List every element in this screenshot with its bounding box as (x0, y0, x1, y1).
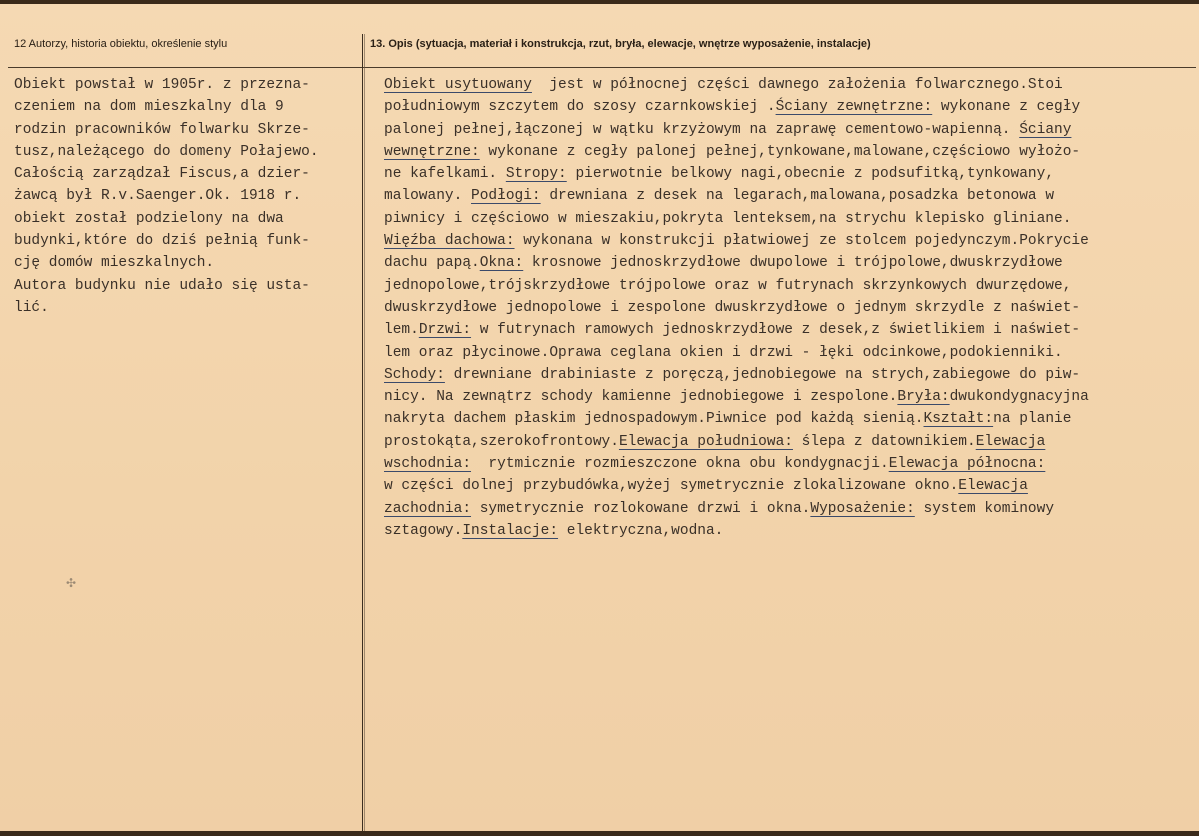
underlined-heading: Ściany zewnętrzne: (775, 99, 933, 116)
section-13-line (384, 275, 1196, 297)
underlined-heading: Ściany (1019, 121, 1072, 138)
text-segment: nakryta dachem płaskim jednospadowym.Piwnice pod każdą sienią. (384, 411, 924, 428)
bottom-edge (0, 831, 1199, 836)
text-segment: krosnowe jednoskrzydłowe dwupolowe i trójpolowe,dwuskrzydłowe (523, 255, 1063, 272)
section-13-line (384, 119, 1196, 141)
section-12-line: Całością zarządzał Fiscus,a dzier- (14, 166, 310, 183)
underlined-heading: Instalacje: (462, 522, 559, 539)
section-12-line: tusz,należącego do domeny Połajewo. (14, 143, 319, 160)
section-12-line: cję domów mieszkalnych. (14, 255, 215, 272)
text-segment: ślepa z datownikiem. (792, 433, 976, 450)
section-12-line: budynki,które do dziś pełnią funk- (14, 233, 310, 250)
text-segment: sztagowy. (384, 522, 463, 539)
section-12-line: lić. (14, 299, 49, 316)
text-segment: piwnicy i częściowo w mieszakiu,pokryta lenteksem,na strychu klepisko gliniane. (384, 210, 1072, 227)
column-divider-shadow (364, 34, 365, 831)
underlined-heading: Wyposażenie: (810, 500, 915, 517)
underlined-heading: Stropy: (505, 166, 567, 183)
text-segment: palonej pełnej,łączonej w wątku krzyżowym na zaprawę cementowo-wapienną. (384, 121, 1020, 138)
paper-mark: ✣ (66, 576, 77, 590)
section-12-line: obiekt został podzielony na dwa (14, 210, 284, 227)
text-segment: dwukondygnacyjna (949, 389, 1089, 406)
section-13-line (384, 96, 1196, 118)
section-12-line: czeniem na dom mieszkalny dla 9 (14, 99, 284, 116)
underlined-heading: Elewacja północna: (888, 456, 1046, 473)
section-13-line (384, 386, 1196, 408)
text-segment: w futrynach ramowych jednoskrzydłowe z desek,z świetlikiem i naświet- (471, 322, 1081, 339)
text-segment: wykonane z cegły palonej pełnej,tynkowane,malowane,częściowo wyłożo- (479, 143, 1081, 160)
text-segment: wykonane z cegły (932, 99, 1081, 116)
section-13-line (384, 297, 1196, 319)
underlined-heading: Bryła: (897, 389, 950, 406)
underlined-heading: Elewacja (958, 478, 1028, 495)
underlined-heading: Schody: (384, 366, 445, 383)
section-13-line (384, 141, 1196, 163)
section-13-line (384, 453, 1196, 475)
text-segment: malowany. (384, 188, 472, 205)
text-segment: rytmicznie rozmieszczone okna obu kondygnacji. (471, 456, 889, 473)
underlined-heading: Obiekt usytuowany (384, 77, 532, 93)
section-13-line (384, 498, 1196, 520)
text-segment: elektryczna,wodna. (558, 522, 724, 539)
text-segment: południowym szczytem do szosy czarnkowskiej . (384, 99, 776, 116)
text-segment: dwuskrzydłowe jednopolowe i zespolone dwuskrzydłowe o jednym skrzydle z naświet- (384, 299, 1081, 316)
section-12-line: rodzin pracowników folwarku Skrze- (14, 121, 310, 138)
section-13-line (384, 208, 1196, 230)
text-segment: w części dolnej przybudówka,wyżej symetrycznie zlokalizowane okno. (384, 478, 959, 495)
text-segment: jest w północnej części dawnego założenia folwarcznego.Stoi (531, 77, 1063, 93)
underlined-heading: zachodnia: (384, 500, 472, 517)
text-segment: lem oraz płycinowe.Oprawa ceglana okien i drzwi - łęki odcinkowe,podokienniki. (384, 344, 1063, 361)
text-segment: ne kafelkami. (384, 166, 506, 183)
text-segment: na planie (993, 411, 1072, 428)
section-13-line (384, 230, 1196, 252)
text-segment: symetrycznie rozlokowane drzwi i okna. (471, 500, 811, 517)
section-13-line (384, 74, 1196, 96)
section-13-line (384, 408, 1196, 430)
section-12-header: 12 Autorzy, historia obiektu, określenie stylu (14, 38, 228, 50)
text-segment: drewniane drabiniaste z poręczą,jednobiegowe na strych,zabiegowe do piw- (444, 366, 1081, 383)
underlined-heading: Kształt: (923, 411, 994, 428)
underlined-heading: wewnętrzne: (384, 143, 480, 160)
section-12-line: Obiekt powstał w 1905r. z przezna- (14, 77, 310, 93)
section-13-line (384, 185, 1196, 207)
section-13-line (384, 163, 1196, 185)
section-13-line (384, 319, 1196, 341)
section-12-line: żawcą był R.v.Saenger.Ok. 1918 r. (14, 188, 302, 205)
text-segment: prostokąta,szerokofrontowy. (384, 433, 619, 450)
column-divider (362, 34, 363, 831)
header-rule (8, 67, 1196, 68)
section-13-line (384, 364, 1196, 386)
text-segment: wykonana w konstrukcji płatwiowej ze stolcem pojedynczym.Pokrycie (514, 233, 1089, 250)
underlined-heading: Okna: (479, 255, 524, 272)
section-12-line: Autora budynku nie udało się usta- (14, 277, 310, 294)
section-13-header: 13. Opis (sytuacja, materiał i konstrukcja, rzut, bryła, elewacje, wnętrze wyposażenie, instalacje) (370, 38, 871, 50)
text-segment: drewniana z desek na legarach,malowana,posadzka betonowa w (540, 188, 1055, 205)
section-13-line (384, 252, 1196, 274)
section-13-line (384, 431, 1196, 453)
section-13-typed-text (384, 74, 1196, 542)
section-13-line (384, 342, 1196, 364)
underlined-heading: Podłogi: (471, 188, 541, 205)
underlined-heading: wschodnia: (384, 456, 472, 473)
section-12-typed-text (14, 74, 359, 319)
text-segment: lem. (384, 322, 419, 339)
underlined-heading: Elewacja południowa: (618, 433, 793, 450)
section-13-line (384, 520, 1196, 542)
text-segment: jednopolowe,trójskrzydłowe trójpolowe oraz w futrynach skrzynkowych dwurzędowe, (384, 277, 1072, 294)
section-13-line (384, 475, 1196, 497)
text-segment: pierwotnie belkowy nagi,obecnie z podsufitką,tynkowany, (566, 166, 1055, 183)
underlined-heading: Więźba dachowa: (384, 233, 515, 250)
top-edge (0, 0, 1199, 4)
underlined-heading: Drzwi: (418, 322, 472, 339)
text-segment: system kominowy (914, 500, 1055, 517)
text-segment: dachu papą. (384, 255, 480, 272)
underlined-heading: Elewacja (975, 433, 1046, 450)
text-segment: nicy. Na zewnątrz schody kamienne jednobiegowe i zespolone. (384, 389, 898, 406)
